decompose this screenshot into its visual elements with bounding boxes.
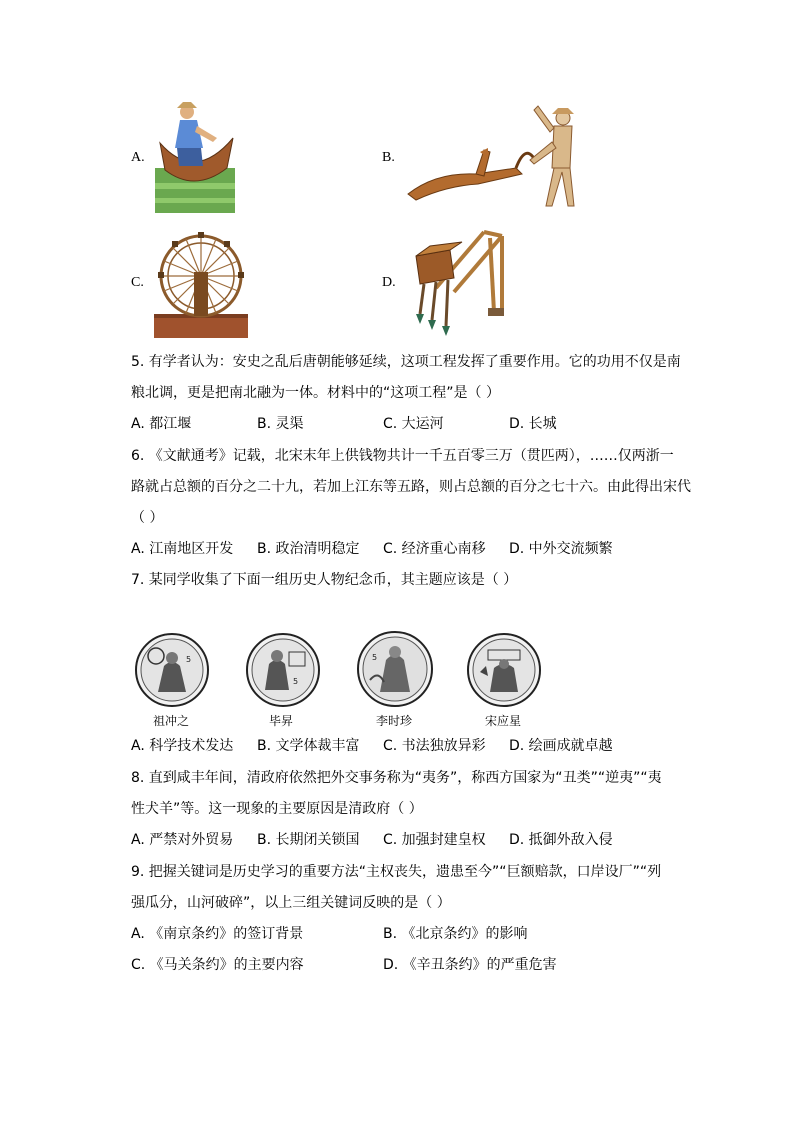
q8-stem-line-1: 8. 直到咸丰年间，清政府依然把外交事务称为“夷务”，称西方国家为“丑类”“逆夷”“夷 (131, 770, 662, 786)
q9-option-b[interactable]: B. 《北京条约》的影响 (383, 926, 528, 942)
q9-stem-line-1: 9. 把握关键词是历史学习的重要方法“主权丧失，遗患至今”“巨额赔款，口岸设厂”“列 (131, 864, 662, 880)
coin-bisheng-icon (245, 632, 321, 708)
svg-text:5: 5 (293, 677, 299, 686)
q9-option-a[interactable]: A. 《南京条约》的签订背景 (131, 926, 304, 942)
q6-option-a[interactable]: A. 江南地区开发 (131, 541, 234, 557)
q8-option-d[interactable]: D. 抵御外敌入侵 (509, 832, 613, 848)
coin-songyingxing-icon (466, 632, 542, 708)
q6-stem-line-3: （ ） (131, 510, 164, 526)
q8-option-c[interactable]: C. 加强封建皇权 (383, 832, 486, 848)
q5-option-a[interactable]: A. 都江堰 (131, 416, 192, 432)
q6-stem-line-2: 路就占总额的百分之二十九，若加上江东等五路，则占总额的百分之七十六。由此得出宋代 (131, 479, 691, 495)
q4-option-c-letter: C. (131, 275, 144, 290)
q5-stem-line-1: 5. 有学者认为：安史之乱后唐朝能够延续，这项工程发挥了重要作用。它的功用不仅是南 (131, 354, 681, 370)
coin-caption-songyingxing: 宋应星 (485, 714, 522, 728)
q4-option-d-letter: D. (382, 275, 396, 290)
q5-option-c[interactable]: C. 大运河 (383, 416, 444, 432)
coin-lishizhen-icon (356, 630, 434, 708)
q8-option-b[interactable]: B. 长期闭关锁国 (257, 832, 360, 848)
q6-option-b[interactable]: B. 政治清明稳定 (257, 541, 360, 557)
q7-option-c[interactable]: C. 书法独放异彩 (383, 738, 486, 754)
coin-caption-bisheng: 毕昇 (269, 714, 294, 728)
svg-text:5: 5 (186, 655, 192, 664)
q7-option-b[interactable]: B. 文学体裁丰富 (257, 738, 360, 754)
q8-option-a[interactable]: A. 严禁对外贸易 (131, 832, 234, 848)
waterwheel-icon (154, 232, 248, 338)
q4-option-a-letter: A. (131, 150, 145, 165)
farmer-in-boat-icon (155, 98, 235, 213)
coin-caption-zuchongzhi: 祖冲之 (153, 714, 190, 728)
q5-option-b[interactable]: B. 灵渠 (257, 416, 304, 432)
q5-stem-line-2: 粮北调，更是把南北融为一体。材料中的“这项工程”是（ ） (131, 385, 500, 401)
q6-option-c[interactable]: C. 经济重心南移 (383, 541, 486, 557)
q6-option-d[interactable]: D. 中外交流频繁 (509, 541, 613, 557)
q5-option-d[interactable]: D. 长城 (509, 416, 557, 432)
q9-option-c[interactable]: C. 《马关条约》的主要内容 (131, 957, 304, 973)
q7-option-d[interactable]: D. 绘画成就卓越 (509, 738, 613, 754)
plough-farmer-icon (406, 102, 582, 210)
q7-stem-line-1: 7. 某同学收集了下面一组历史人物纪念币，其主题应该是（ ） (131, 572, 518, 588)
q9-option-d[interactable]: D. 《辛丑条约》的严重危害 (383, 957, 557, 973)
svg-text:5: 5 (372, 653, 378, 662)
seed-drill-icon (406, 228, 516, 338)
q6-stem-line-1: 6. 《文献通考》记载，北宋末年上供钱物共计一千五百零三万（贯匹两），……仅两浙一 (131, 448, 674, 464)
q7-option-a[interactable]: A. 科学技术发达 (131, 738, 234, 754)
q9-stem-line-2: 强瓜分，山河破碎”，以上三组关键词反映的是（ ） (131, 895, 451, 911)
q8-stem-line-2: 性犬羊”等。这一现象的主要原因是清政府（ ） (131, 801, 423, 817)
coin-caption-lishizhen: 李时珍 (376, 714, 413, 728)
q4-option-b-letter: B. (382, 150, 395, 165)
coin-zuchongzhi-icon (134, 632, 210, 708)
